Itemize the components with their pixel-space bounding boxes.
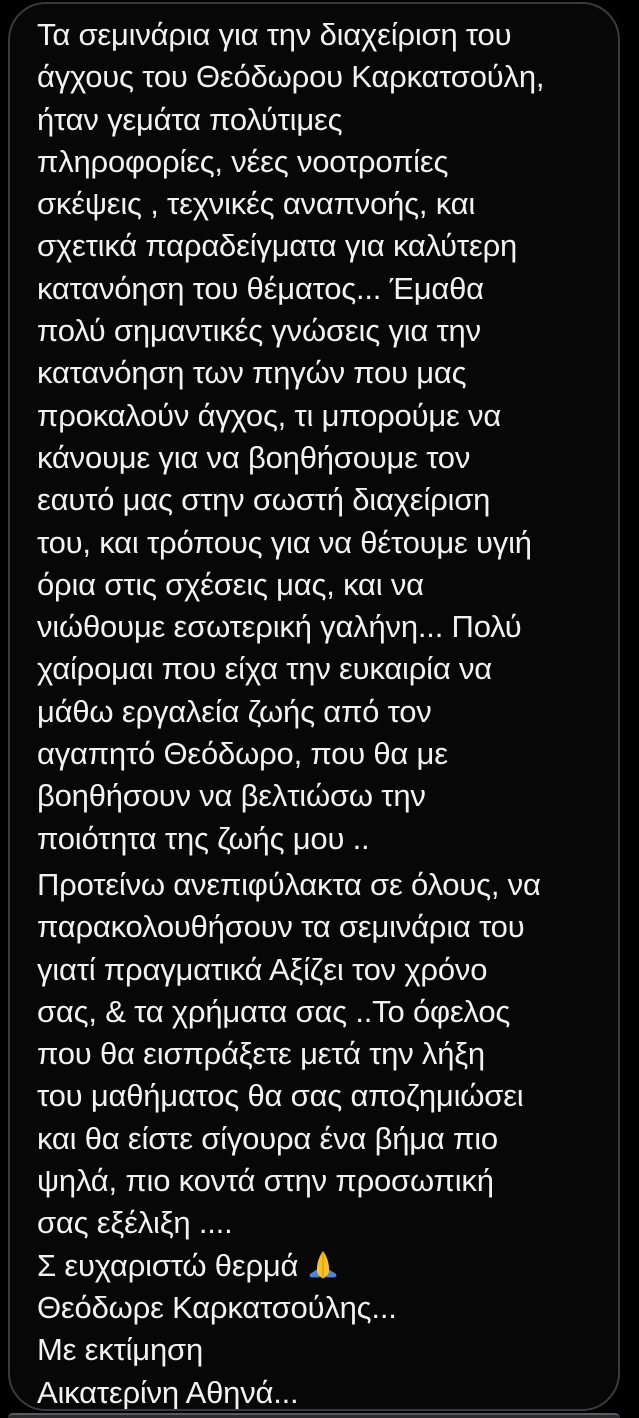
- text-line: [37, 395, 610, 437]
- text-line: [37, 691, 610, 733]
- line-text: βοηθήσουν να βελτιώσω την: [37, 778, 426, 814]
- text-line: [37, 183, 610, 225]
- line-text: σκέψεις , τεχνικές αναπνοής, και: [37, 186, 476, 222]
- line-text: αγαπητό Θεόδωρο, που θα με: [37, 736, 448, 772]
- line-text: κάνουμε για να βοηθήσουμε τον: [37, 439, 471, 475]
- text-line: [37, 564, 610, 606]
- line-text: σας, & τα χρήματα σας ..Το όφελος: [37, 993, 511, 1029]
- text-line: [37, 906, 610, 948]
- text-line: [37, 1245, 610, 1287]
- line-text: κατανόηση των πηγών που μας: [37, 355, 467, 391]
- line-text: ήταν γεμάτα πολύτιμες: [37, 101, 343, 137]
- folded-hands-icon: [306, 1249, 340, 1283]
- text-line: [37, 991, 610, 1033]
- line-text: του, και τρόπους για να θέτουμε υγιή: [37, 524, 532, 560]
- text-line: [37, 14, 610, 56]
- text-line: [37, 310, 610, 352]
- line-text: άγχους του Θεόδωρου Καρκατσούλη,: [37, 59, 545, 95]
- text-line: [37, 522, 610, 564]
- text-line: [37, 352, 610, 394]
- text-line: [37, 949, 610, 991]
- line-text: σας εξέλιξη ....: [37, 1205, 233, 1241]
- line-text: εαυτό μας στην σωστή διαχείριση: [37, 482, 491, 518]
- text-line: [37, 437, 610, 479]
- text-line: [37, 818, 610, 860]
- text-line: [37, 1202, 610, 1244]
- line-text: όρια στις σχέσεις μας, και να: [37, 566, 424, 602]
- line-text: Προτείνω ανεπιφύλακτα σε όλους, να: [37, 866, 541, 902]
- line-text: του μαθήματος θα σας αποζημιώσει: [37, 1078, 524, 1114]
- text-line: [37, 775, 610, 817]
- text-line: [37, 1372, 610, 1412]
- text-line: [37, 606, 610, 648]
- line-text: Αικατερίνη Αθηνά...: [37, 1374, 299, 1410]
- text-line: [37, 864, 610, 906]
- message-text: [10, 4, 618, 1411]
- text-line: [37, 648, 610, 690]
- text-line: [37, 1329, 610, 1371]
- line-text: Θεόδωρε Καρκατσούλης...: [37, 1289, 397, 1325]
- line-text: ποιότητα της ζωής μου ..: [37, 820, 370, 856]
- message-card: [8, 2, 620, 1411]
- text-line: [37, 268, 610, 310]
- text-line: [37, 1033, 610, 1075]
- line-text: και θα είστε σίγουρα ένα βήμα πιο: [37, 1120, 498, 1156]
- text-line: [37, 1160, 610, 1202]
- line-text: Με εκτίμηση: [37, 1332, 203, 1368]
- line-text: Σ ευχαριστώ θερμά: [37, 1247, 299, 1283]
- line-text: γιατί πραγματικά Αξίζει τον χρόνο: [37, 951, 488, 987]
- line-text: χαίρομαι που είχα την ευκαιρία να: [37, 651, 493, 687]
- text-line: [37, 1118, 610, 1160]
- line-text: πληροφορίες, νέες νοοτροπίες: [37, 143, 449, 179]
- line-text: Τα σεμινάρια για την διαχείριση του: [37, 17, 512, 52]
- text-line: [37, 99, 610, 141]
- line-text: μάθω εργαλεία ζωής από τον: [37, 693, 432, 729]
- line-text: πολύ σημαντικές γνώσεις για την: [37, 313, 481, 349]
- line-text: παρακολουθήσουν τα σεμινάρια του: [37, 909, 525, 945]
- text-line: [37, 1287, 610, 1329]
- text-line: [37, 479, 610, 521]
- line-text: ψηλά, πιο κοντά στην προσωπική: [37, 1163, 494, 1199]
- text-line: [37, 733, 610, 775]
- text-line: [37, 1075, 610, 1117]
- next-card-peek: [8, 1413, 620, 1418]
- line-text: κατανόηση του θέματος... Έμαθα: [37, 270, 484, 306]
- line-text: που θα εισπράξετε μετά την λήξη: [37, 1036, 485, 1072]
- line-text: σχετικά παραδείγματα για καλύτερη: [37, 228, 518, 264]
- text-line: [37, 56, 610, 98]
- text-line: [37, 225, 610, 267]
- line-text: νιώθουμε εσωτερική γαλήνη... Πολύ: [37, 609, 522, 645]
- line-text: προκαλούν άγχος, τι μπορούμε να: [37, 397, 502, 433]
- text-line: [37, 141, 610, 183]
